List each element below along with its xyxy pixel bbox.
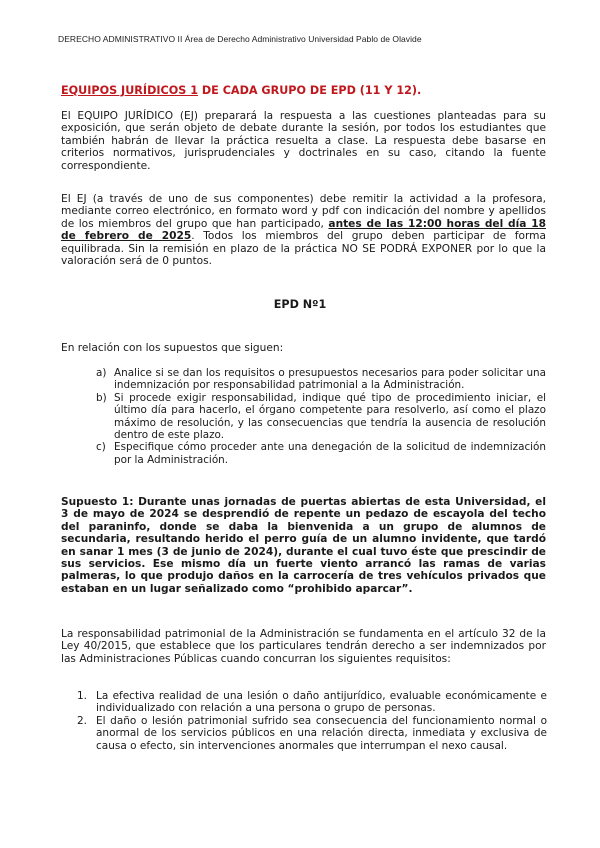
instructions-paragraph: El EQUIPO JURÍDICO (EJ) preparará la respuesta a las cuestiones planteadas para su exposición, que serán objeto de debate durante la sesión, por todos los estudiantes que también habrán de llevar la práctica resuelta a clase. La respuesta debe basarse en criterios normativos, jurisprudenciales y doctrinales en su caso, citando la fuente correspondiente. <box>61 110 546 172</box>
question-text: Especifique cómo proceder ante una denegación de la solicitud de indemnización por la Administración. <box>114 441 546 466</box>
epd-title: EPD Nº1 <box>273 298 327 311</box>
requirement-text: El daño o lesión patrimonial sufrido sea consecuencia del funcionamiento normal o anormal de los servicios públicos en una relación directa, inmediata y exclusiva de causa o efecto, sin intervenciones anormales que interrumpan el nexo causal. <box>96 714 547 752</box>
liability-paragraph: La responsabilidad patrimonial de la Administración se fundamenta en el artículo 32 de la Ley 40/2015, que establece que los particulares tendrán derecho a ser indemnizados por las Administraciones Públicas cuando concurran los siguientes requisitos: <box>61 628 546 665</box>
submission-paragraph <box>61 193 546 267</box>
intro-line: En relación con los supuestos que siguen: <box>61 342 284 354</box>
questions-list <box>96 367 546 466</box>
requirement-item <box>77 715 547 752</box>
running-header: DERECHO ADMINISTRATIVO II Área de Derecho Administrativo Universidad Pablo de Olavide <box>58 34 422 44</box>
requirements-list <box>77 690 547 752</box>
requirement-text: La efectiva realidad de una lesión o daño antijurídico, evaluable económicamente e individualizado con relación a una persona o grupo de personas. <box>96 690 547 715</box>
requirement-item <box>77 690 547 715</box>
question-marker: b) <box>96 391 107 404</box>
question-marker: c) <box>96 441 106 454</box>
section-title-rest: DE CADA GRUPO DE EPD (11 Y 12). <box>198 84 422 97</box>
question-item <box>96 441 546 466</box>
case-statement: Supuesto 1: Durante unas jornadas de puertas abiertas de esta Universidad, el 3 de mayo de 2024 se desprendió de repente un pedazo de escayola del techo del paraninfo, donde se daba la bienvenida a un grupo de alumnos de secundaria, resultando herido el perro guía de un alumno invidente, que tardó en sanar 1 mes (3 de junio de 2024), durante el cual tuvo éste que prescindir de sus servicios. Ese mismo día un fuerte viento arrancó las ramas de varias palmeras, lo que produjo daños en la carrocería de tres vehículos privados que estaban en un lugar señalizado como “prohibido aparcar”. <box>61 496 546 595</box>
question-item <box>96 367 546 392</box>
submission-text-before: El EJ (a través de uno de sus componentes) debe remitir la actividad a la profesora, mediante correo electrónico, en formato word y pdf con indicación del nombre y apellidos de los miembros del grupo que han participado, <box>61 193 546 230</box>
question-marker: a) <box>96 367 107 379</box>
submission-text-after: . Todos los miembros del grupo deben participar de forma equilibrada. Sin la remisión en plazo de la práctica NO SE PODRÁ EXPONER por lo que la valoración será de 0 puntos. <box>61 230 546 268</box>
question-text: Si procede exigir responsabilidad, indique qué tipo de procedimiento iniciar, el último día para hacerlo, el órgano competente para resolverlo, así como el plazo máximo de resolución, y las consecuencias que tendría la ausencia de resolución dentro de este plazo. <box>114 391 546 442</box>
question-text: Analice si se dan los requisitos o presupuestos necesarios para poder solicitar una indemnización por responsabilidad patrimonial a la Administración. <box>114 367 546 392</box>
requirement-marker: 1. <box>77 690 88 702</box>
requirement-marker: 2. <box>77 714 88 727</box>
submission-deadline: antes de las 12:00 horas del día 18 de febrero de 2025 <box>61 217 546 243</box>
section-title-underlined: EQUIPOS JURÍDICOS 1 <box>61 84 198 97</box>
question-item <box>96 392 546 442</box>
section-title <box>61 84 546 97</box>
